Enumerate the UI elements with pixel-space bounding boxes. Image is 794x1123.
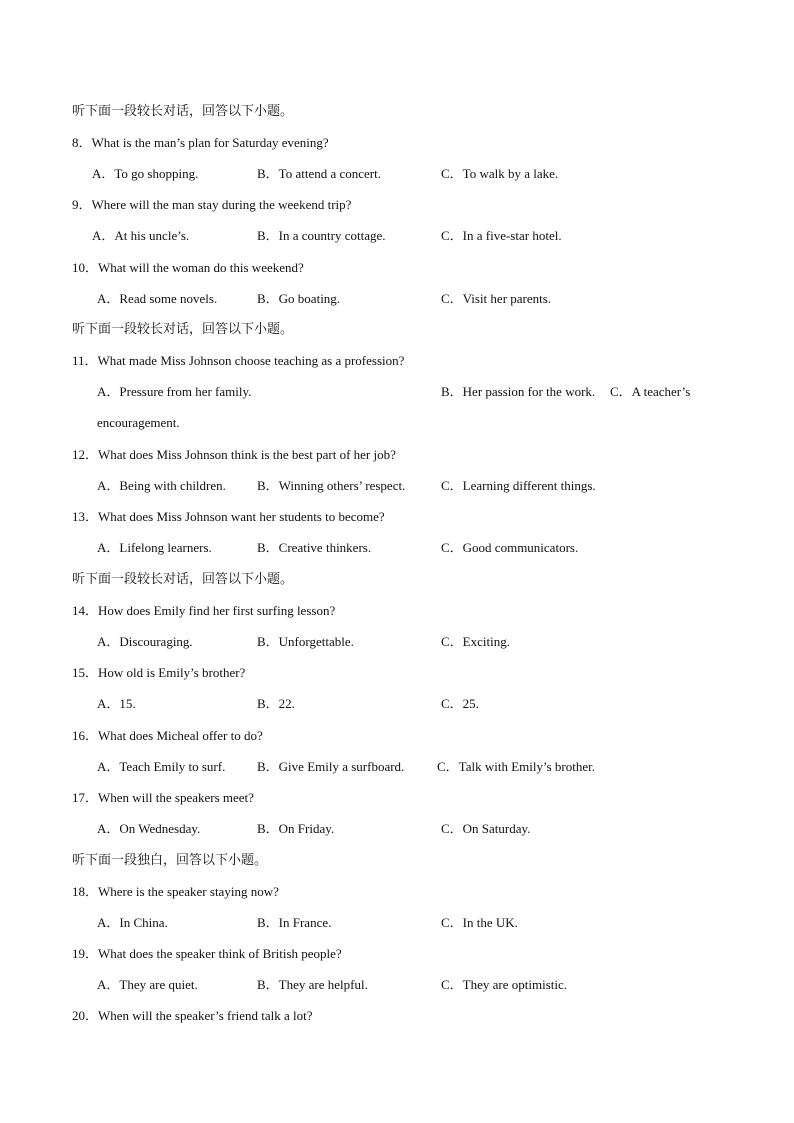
q13-option-c: C．Good communicators. [441, 540, 579, 555]
q13-option-a: A．Lifelong learners. [97, 540, 212, 555]
q11-option-a: A．Pressure from her family. [97, 384, 252, 399]
section-heading: 听下面一段独白，回答以下小题。 [72, 853, 268, 868]
q10-option-c: C．Visit her parents. [441, 291, 552, 306]
q9-option-a: A．At his uncle’s. [92, 228, 190, 243]
question-12: 12．What does Miss Johnson think is the best part of her job? [72, 447, 396, 462]
q14-option-b: B．Unforgettable. [257, 634, 354, 649]
q18-option-a: A．In China. [97, 915, 168, 930]
q11-option-c-continued: encouragement. [97, 415, 180, 430]
q11-option-c: C．A teacher’s [610, 384, 691, 399]
question-9: 9．Where will the man stay during the weekend trip? [72, 197, 352, 212]
section-heading: 听下面一段较长对话，回答以下小题。 [72, 572, 294, 587]
question-11: 11．What made Miss Johnson choose teaching as a profession? [72, 353, 405, 368]
q17-option-c: C．On Saturday. [441, 821, 531, 836]
q14-option-c: C．Exciting. [441, 634, 510, 649]
question-19: 19．What does the speaker think of British people? [72, 946, 342, 961]
q16-option-b: B．Give Emily a surfboard. [257, 759, 405, 774]
q11-option-b: B．Her passion for the work. [441, 384, 596, 399]
q15-option-c: C．25. [441, 696, 479, 711]
q15-option-b: B．22. [257, 696, 295, 711]
q19-option-b: B．They are helpful. [257, 977, 368, 992]
q19-option-a: A．They are quiet. [97, 977, 198, 992]
q12-option-b: B．Winning others’ respect. [257, 478, 406, 493]
q9-option-c: C．In a five-star hotel. [441, 228, 562, 243]
q16-option-a: A．Teach Emily to surf. [97, 759, 226, 774]
q17-option-b: B．On Friday. [257, 821, 335, 836]
question-20: 20．When will the speaker’s friend talk a lot? [72, 1008, 313, 1023]
q19-option-c: C．They are optimistic. [441, 977, 568, 992]
q15-option-a: A．15. [97, 696, 136, 711]
section-heading: 听下面一段较长对话，回答以下小题。 [72, 104, 294, 119]
q14-option-a: A．Discouraging. [97, 634, 193, 649]
question-10: 10．What will the woman do this weekend? [72, 260, 304, 275]
question-16: 16．What does Micheal offer to do? [72, 728, 263, 743]
q12-option-a: A．Being with children. [97, 478, 226, 493]
section-heading: 听下面一段较长对话，回答以下小题。 [72, 322, 294, 337]
question-15: 15．How old is Emily’s brother? [72, 665, 246, 680]
q12-option-c: C．Learning different things. [441, 478, 596, 493]
question-18: 18．Where is the speaker staying now? [72, 884, 279, 899]
q13-option-b: B．Creative thinkers. [257, 540, 372, 555]
question-8: 8．What is the man’s plan for Saturday evening? [72, 135, 329, 150]
q18-option-c: C．In the UK. [441, 915, 518, 930]
q18-option-b: B．In France. [257, 915, 332, 930]
question-14: 14．How does Emily find her first surfing lesson? [72, 603, 336, 618]
q8-option-a: A．To go shopping. [92, 166, 199, 181]
q8-option-b: B．To attend a concert. [257, 166, 381, 181]
q17-option-a: A．On Wednesday. [97, 821, 201, 836]
q10-option-b: B．Go boating. [257, 291, 341, 306]
question-17: 17．When will the speakers meet? [72, 790, 254, 805]
q16-option-c: C．Talk with Emily’s brother. [437, 759, 595, 774]
question-13: 13．What does Miss Johnson want her students to become? [72, 509, 385, 524]
q8-option-c: C．To walk by a lake. [441, 166, 559, 181]
q9-option-b: B．In a country cottage. [257, 228, 386, 243]
q10-option-a: A．Read some novels. [97, 291, 218, 306]
